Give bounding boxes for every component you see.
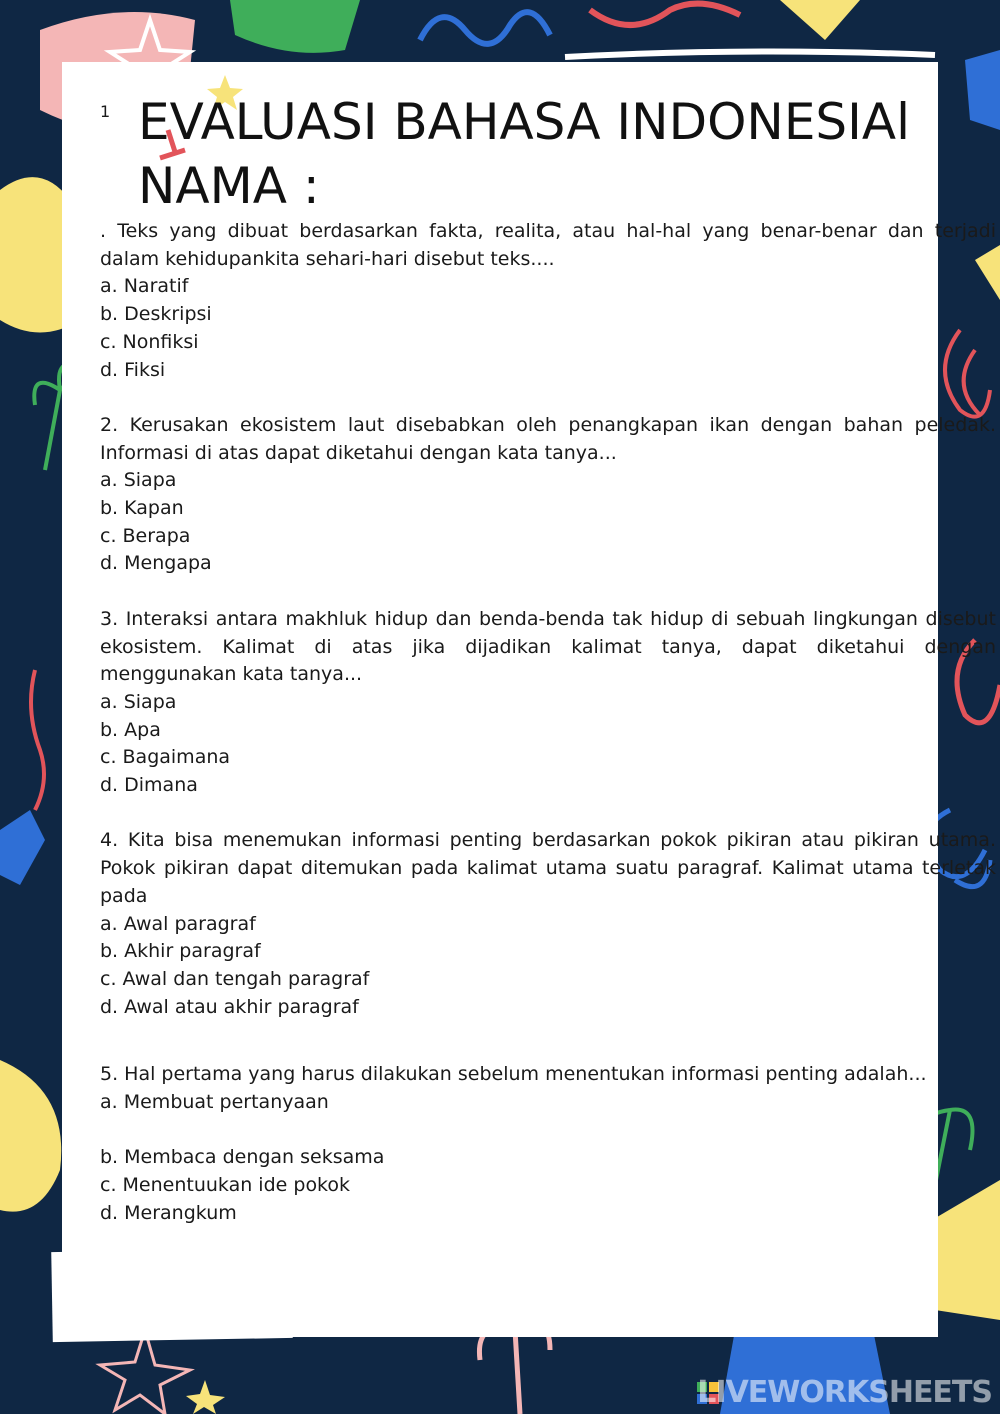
option-b[interactable]: b. Kapan [100, 497, 184, 520]
spacer [100, 1116, 996, 1144]
option-b[interactable]: b. Membaca dengan seksama [100, 1146, 385, 1169]
question-text: 5. Hal pertama yang harus dilakukan sebelum menentukan informasi penting adalah... [100, 1063, 927, 1086]
yellow-star-bottom [186, 1380, 225, 1414]
spacer [100, 384, 996, 412]
worksheet-title: EVALUASI BAHASA INDONESIAl [138, 93, 910, 151]
question-1 [100, 218, 996, 384]
spacer [100, 800, 996, 828]
spacer [100, 1049, 996, 1061]
option-d[interactable]: d. Merangkum [100, 1201, 237, 1224]
option-b[interactable]: b. Akhir paragraf [100, 940, 261, 963]
option-c[interactable]: c. Berapa [100, 524, 191, 547]
option-b[interactable]: b. Apa [100, 718, 161, 741]
option-d[interactable]: d. Dimana [100, 774, 198, 797]
question-text: 4. Kita bisa menemukan informasi penting berdasarkan pokok pikiran atau pikiran utama. Pokok pikiran dapat ditemukan pada kalimat utama suatu paragraf. Kalimat utama terletak pada [100, 829, 996, 907]
red-scribble-top [590, 4, 740, 25]
option-c[interactable]: c. Awal dan tengah paragraf [100, 967, 370, 990]
red-squiggle-left [31, 670, 44, 810]
yellow-arc-left [0, 1060, 61, 1212]
worksheet-content [100, 90, 996, 1227]
option-c[interactable]: c. Menentuukan ide pokok [100, 1173, 351, 1196]
option-b[interactable]: b. Deskripsi [100, 303, 212, 326]
option-d[interactable]: d. Awal atau akhir paragraf [100, 995, 359, 1018]
option-a[interactable]: a. Membuat pertanyaan [100, 1090, 329, 1113]
option-a[interactable]: a. Naratif [100, 275, 189, 298]
option-c[interactable]: c. Bagaimana [100, 746, 231, 769]
torn-edge-line [560, 45, 940, 65]
option-a[interactable]: a. Siapa [100, 690, 177, 713]
spacer [100, 1021, 996, 1049]
student-name-label: NAMA : [138, 157, 320, 215]
question-text: . Teks yang dibuat berdasarkan fakta, realita, atau hal-hal yang benar-benar dan terjadi dalam kehidupankita sehari-hari disebut teks.... [100, 220, 996, 270]
question-text: 2. Kerusakan ekosistem laut disebabkan oleh penangkapan ikan dengan bahan peledak. Informasi di atas dapat diketahui dengan kata tanya... [100, 413, 996, 464]
option-a[interactable]: a. Siapa [100, 469, 177, 492]
option-a[interactable]: a. Awal paragraf [100, 912, 256, 935]
blue-squiggle-top [420, 12, 550, 44]
question-3 [100, 606, 996, 800]
question-4 [100, 827, 996, 1021]
question-5 [100, 1061, 996, 1227]
option-c[interactable]: c. Nonfiksi [100, 330, 199, 353]
pink-star-bottom-left [100, 1330, 190, 1414]
yellow-blob-top-right [780, 0, 860, 40]
page-number: 1 [100, 102, 111, 121]
option-d[interactable]: d. Mengapa [100, 552, 212, 575]
option-d[interactable]: d. Fiksi [100, 358, 166, 381]
worksheet-paper-corner [51, 1248, 293, 1342]
blue-shape-left [0, 810, 45, 885]
watermark: LIVEWORKSHEETS [697, 1375, 992, 1410]
spacer [100, 578, 996, 606]
question-text: 3. Interaksi antara makhluk hidup dan benda-benda tak hidup di sebuah lingkungan disebut ekosistem. Kalimat di atas jika dijadikan kalimat tanya, dapat diketahui dengan menggunakan kata tanya... [100, 607, 996, 686]
question-2 [100, 412, 996, 578]
